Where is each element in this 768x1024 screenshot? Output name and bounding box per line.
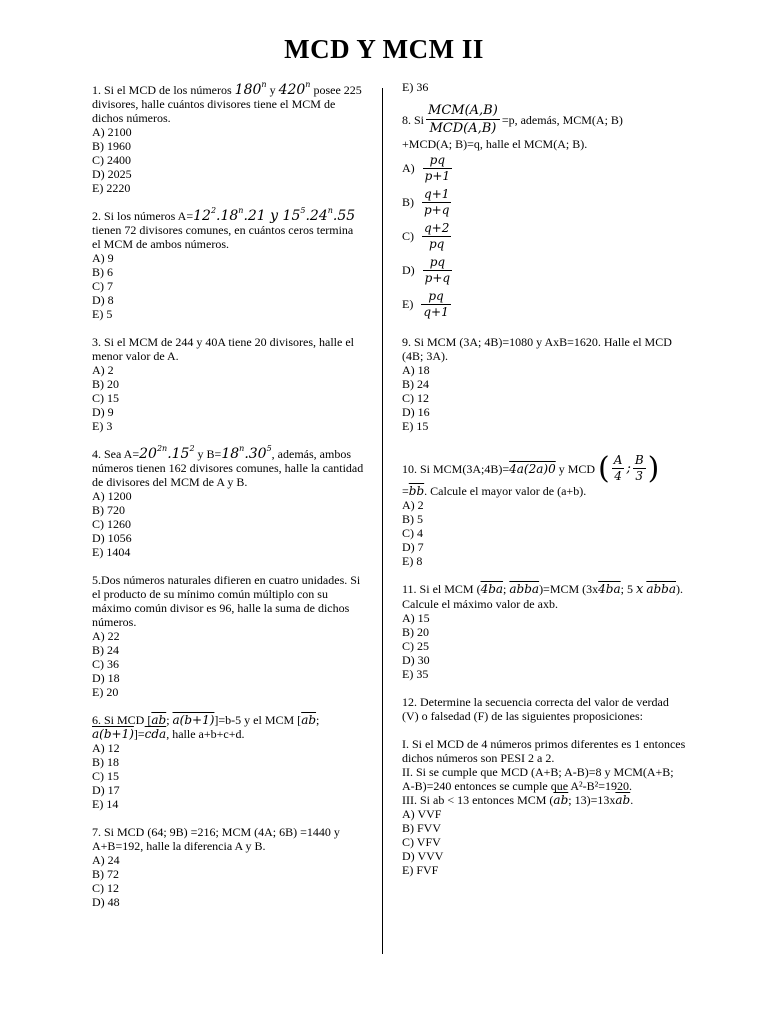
option: D) 1056 [92, 531, 132, 545]
option: E) 15 [402, 419, 429, 433]
option: D) 8 [92, 293, 114, 307]
question-2 [92, 206, 364, 321]
question-11 [402, 582, 687, 681]
question-1-text: 1. Si el MCD de los números 180$^n$ y 420$^n$ posee 225 divisores, halle cuántos divisores tiene el MCM de dichos números. [92, 80, 362, 125]
option: C) 2400 [92, 153, 131, 167]
option: B) 20 [402, 625, 429, 639]
question-3-options [92, 363, 364, 433]
question-5-text: 5.Dos números naturales difieren en cuatro unidades. Si el producto de su mínimo común múltiplo con su máximo común divisor es 96, halle la suma de dichos números. [92, 573, 361, 629]
question-2-text: 2. Si los números $A=12^2.18^n.21$ y $15^5.24^n.55$ tienen 72 divisores comunes, en cuántos ceros termina el MCM de ambos números. [92, 206, 356, 251]
option: A) 2 [402, 498, 424, 512]
question-6-text: 6. Si MCD [$\overline{ab}$; a(b+1)]=b-5 y el MCM [$\overline{ab}$; $a(b+1)]=\overline{cda}$, halle a+b+c+d. [92, 713, 320, 741]
option: C) 7 [92, 279, 113, 293]
option: B) $\frac{q+1}{p+q}$ [402, 186, 450, 217]
option: B) FVV [402, 821, 442, 835]
option: C) 1260 [92, 517, 131, 531]
question-9-options [402, 363, 687, 433]
option: A) 2100 [92, 125, 132, 139]
option: A) VVF [402, 807, 442, 821]
option: B) 1960 [92, 139, 131, 153]
question-7-text: 7. Si MCD (64; 9B) =216; MCM (4A; 6B) =1440 y A+B=192, halle la diferencia A y B. [92, 825, 340, 853]
right-column [402, 80, 687, 891]
question-12 [402, 695, 687, 877]
option: E) $\frac{pq}{q+1}$ [402, 288, 449, 319]
option: C) 12 [92, 881, 119, 895]
question-11-text: 11. Si el MCM (4ba; abba)=MCM (3x4ba; 5 x abba). Calcule el máximo valor de axb. [402, 582, 684, 611]
option: D) 18 [92, 671, 120, 685]
question-7-continued [402, 80, 687, 94]
page-title: MCD Y MCM II [284, 34, 484, 64]
question-4 [92, 444, 364, 559]
question-10-text-line2: $=\overline{bb}$. Calcule el mayor valor de (a+b). [402, 484, 587, 498]
proposition-3: III. Si ab < 13 entonces MCM ($\overline{ab}$; $13)=13x\overline{ab}$. [402, 793, 634, 807]
option: C) 12 [402, 391, 429, 405]
question-10-text: 10. Si MCM(3A;4B)= 4a(2a)0 y MCD ( $\frac{A}{4}$ ; $\frac{B}{3}$ ) [402, 450, 660, 486]
proposition-1: I. Si el MCD de 4 números primos diferentes es 1 entonces dichos números son PESI 2 a 2. [402, 737, 686, 765]
question-11-options [402, 611, 687, 681]
option: B) 18 [92, 755, 119, 769]
option: C) $\frac{q+2}{pq}$ [402, 220, 450, 251]
option: E) 8 [402, 554, 423, 568]
option: B) 5 [402, 512, 423, 526]
option: D) 2025 [92, 167, 132, 181]
question-3 [92, 335, 364, 433]
option: D) 9 [92, 405, 114, 419]
question-6-options [92, 741, 364, 811]
option: E) 35 [402, 667, 429, 681]
option: C) VFV [402, 835, 441, 849]
left-column [92, 80, 364, 923]
option: D) 30 [402, 653, 430, 667]
option: A) 2 [92, 363, 114, 377]
option: E) 3 [92, 419, 113, 433]
option: D) $\frac{pq}{p+q}$ [402, 254, 451, 285]
option: A) 12 [92, 741, 120, 755]
option: C) 25 [402, 639, 429, 653]
option: D) 16 [402, 405, 430, 419]
option: D) 48 [92, 895, 120, 909]
option: A) 24 [92, 853, 120, 867]
question-8-text-line2: +MCD(A; B)=q, halle el MCM(A; B). [402, 137, 588, 151]
option: D) VVV [402, 849, 444, 863]
option: A) 9 [92, 251, 114, 265]
question-3-text: 3. Si el MCM de 244 y 40A tiene 20 divisores, halle el menor valor de A. [92, 335, 354, 363]
question-5-options [92, 629, 364, 699]
option: E) 20 [92, 685, 119, 699]
question-1-options [92, 125, 364, 195]
question-12-intro: 12. Determine la secuencia correcta del valor de verdad (V) o falsedad (F) de las siguientes proposiciones: [402, 695, 669, 723]
question-9 [402, 335, 687, 433]
option: C) 36 [92, 657, 119, 671]
option: E) 14 [92, 797, 119, 811]
option: A) 15 [402, 611, 430, 625]
option: E) 2220 [92, 181, 131, 195]
option: D) 7 [402, 540, 424, 554]
proposition-2: II. Si se cumple que MCD (A+B; A-B)=8 y MCM(A+B; A-B)=240 entonces se cumple que A²-B²=1920. [402, 765, 674, 793]
question-7-options [92, 853, 364, 909]
ratio-fraction: $\frac{\text{MCM(A,B)}}{\text{MCD(A,B)}}$ [428, 103, 498, 136]
option: A) $\frac{pq}{p+1}$ [402, 152, 451, 183]
option: C) 15 [92, 769, 119, 783]
option: A) 22 [92, 629, 120, 643]
option: A) 18 [402, 363, 430, 377]
question-8 [402, 102, 687, 321]
question-5 [92, 573, 364, 699]
question-1 [92, 80, 364, 195]
question-9-text: 9. Si MCM (3A; 4B)=1080 y AxB=1620. Halle el MCD (4B; 3A). [402, 335, 672, 363]
question-7 [92, 825, 364, 909]
option: B) 20 [92, 377, 119, 391]
question-8-text: 8. Si $\frac{\text{MCM(A,B)}}{\text{MCD(A,B)}}$ =p, además, MCM(A; B) [402, 103, 623, 136]
option: D) 17 [92, 783, 120, 797]
option: B) 72 [92, 867, 119, 881]
option: B) 720 [92, 503, 125, 517]
option: B) 24 [402, 377, 429, 391]
question-4-options [92, 489, 364, 559]
option: A) 1200 [92, 489, 132, 503]
option: B) 24 [92, 643, 119, 657]
column-divider [382, 88, 383, 954]
option: E) 36 [402, 80, 429, 94]
question-4-text: 4. Sea $A=20^{2n}.15^2$ y $B=18^n.30^5$, además, ambos números tienen 162 divisores comunes, halle la cantidad de divisores del MCM de A y B. [92, 444, 364, 489]
question-8-options [402, 151, 687, 321]
question-2-options [92, 251, 364, 321]
option: C) 15 [92, 391, 119, 405]
option: B) 6 [92, 265, 113, 279]
option: E) FVF [402, 863, 439, 877]
option: E) 5 [92, 307, 113, 321]
option: C) 4 [402, 526, 423, 540]
question-6 [92, 713, 364, 811]
option: E) 1404 [92, 545, 131, 559]
question-12-options [402, 807, 687, 877]
question-10 [402, 450, 687, 568]
question-10-options [402, 498, 687, 568]
